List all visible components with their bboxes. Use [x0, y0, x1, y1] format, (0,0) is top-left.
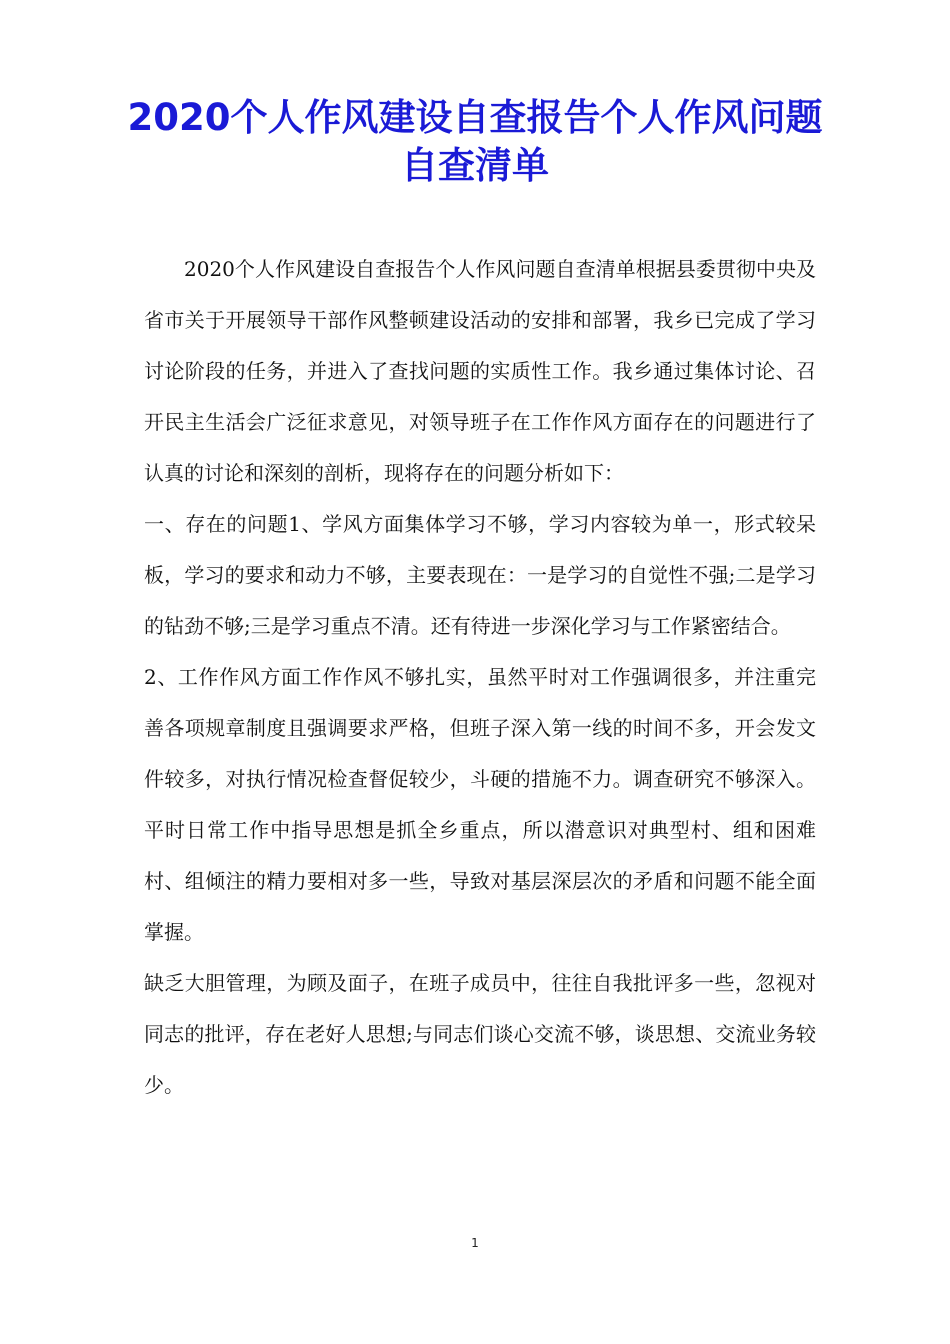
paragraph-study-style: 一、存在的问题1、学风方面集体学习不够，学习内容较为单一，形式较呆板，学习的要求和动力不够，主要表现在：一是学习的自觉性不强;二是学习的钻劲不够;三是学习重点不清。还有待进一步深化学习与工作紧密结合。 — [144, 512, 816, 638]
document-title-line-1: 2020个人作风建设自查报告个人作风问题 — [127, 96, 823, 139]
paragraph-management: 缺乏大胆管理，为顾及面子，在班子成员中，往往自我批评多一些，忽视对同志的批评，存在老好人思想;与同志们谈心交流不够，谈思想、交流业务较少。 — [144, 971, 816, 1097]
document-body — [144, 244, 816, 1111]
paragraph-intro: 2020个人作风建设自查报告个人作风问题自查清单根据县委贯彻中央及省市关于开展领导干部作风整顿建设活动的安排和部署，我乡已完成了学习讨论阶段的任务，并进入了查找问题的实质性工作。我乡通过集体讨论、召开民主生活会广泛征求意见，对领导班子在工作作风方面存在的问题进行了认真的讨论和深刻的剖析，现将存在的问题分析如下： — [144, 257, 816, 485]
page-number: 1 — [471, 1236, 479, 1250]
paragraph-work-style: 2、工作作风方面工作作风不够扎实，虽然平时对工作强调很多，并注重完善各项规章制度且强调要求严格，但班子深入第一线的时间不多，开会发文件较多，对执行情况检查督促较少，斗硬的措施不力。调查研究不够深入。平时日常工作中指导思想是抓全乡重点，所以潜意识对典型村、组和困难村、组倾注的精力要相对多一些，导致对基层深层次的矛盾和问题不能全面掌握。 — [144, 665, 816, 944]
document-title-line-2: 自查清单 — [401, 144, 549, 187]
